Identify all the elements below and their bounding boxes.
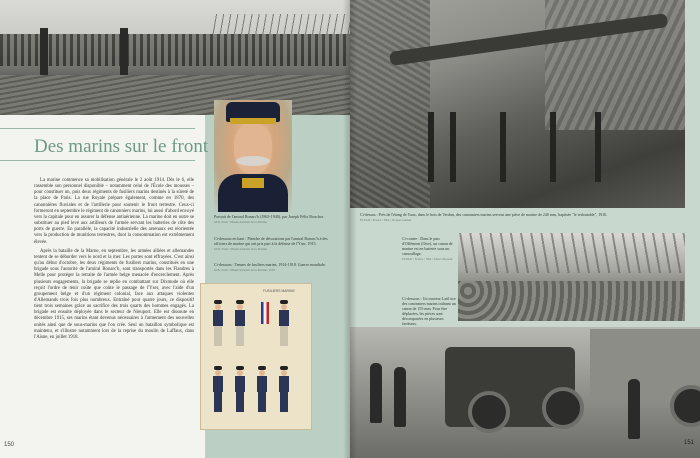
gunner-figure [450, 112, 456, 182]
article-paragraph: La marine commence sa mobilisation générale le 2 août 1914. Dès le 6, elle rassemble son personnel disponible – notamment celui de l'École des mousses – pour constituer un, puis deux régiments de fusiliers marins destinés à la sûreté de la place de Paris. La rue Royale prépare également, comme en 1870, des canonnières fluviales et de l'artillerie pour soutenir le front terrestre. Ceux-ci formeront en septembre le régiment de canonniers marins, lui aussi d'abord envoyé vers la capitale pour en assurer la défense antiaérienne. La marine doit en outre se substituer au pied levé aux artilleurs de l'armée servant les batteries de côte des ports de guerre. En parallèle, la capacité industrielle des arsenaux est réorientée vers la production de munitions terrestres, dont la consommation est extrêmement élevée. [34, 178, 194, 245]
article-paragraph: Après la bataille de la Marne, en septembre, les armées alliées et allemandes tentent de se déborder vers le nord et la mer. Les portes sont effrayées. C'est ainsi qu'au début d'octobre, les deux régiments de fusiliers marins, constitués en une brigade sous l'autorité de l'amiral Ronarc'h, sont transportés dans les Flandres à Melle pour protéger la retraite de l'armée belge menacée d'encerclement. Après plusieurs engagements, la brigade se replie en combattant sur Dixmude où elle reçoit l'ordre de tenir coûte que coûte le passage de l'Yser, avec l'aide d'un groupement belge et d'un régiment colonial, face aux attaques violentes d'Allemands trois fois plus nombreux. Entraîné pour quatre jours, ce dispositif tient trois semaines grâce au sacrifice des trois quarts des hommes engagés. La brigade est ensuite déployée dans le secteur de Nieuport. Elle est dissoute en décembre 1915, ses marins étant devenus nécessaires à l'armement des nouvelles unités ainsi que de sous-marins que l'on crée. Seul un bataillon symbolique est maintenu, et s'illustre notamment lors de la reprise du moulin de Laffaux, dans l'Aisne, en juillet 1918. [34, 248, 194, 340]
marching-soldiers-photo [0, 0, 350, 115]
right-page [350, 0, 700, 458]
naval-gun-battery-photo [350, 0, 685, 208]
tractor-wheel [542, 387, 584, 429]
portrait-face [234, 124, 272, 174]
uniforms-caption-text: Ci-dessous : Tenues de fusiliers marins, 1914-1918. Guerre mondiale. [214, 262, 326, 267]
truck-wheel [670, 385, 700, 427]
marine-figure [394, 367, 406, 427]
plate-credit: M.N. Paris / Musée national de la Marine [214, 247, 267, 252]
officer-figure [40, 28, 48, 76]
top-photo-caption [360, 212, 680, 223]
sailor-figure [235, 300, 245, 348]
top-caption-text: Ci-dessus : Près de l'étang de Vaux, dans le bois de Verdun, des canonniers marins servent une pièce de marine de 240 mm, baptisée "le redoutable", 1916. [360, 212, 608, 217]
mid-caption-text: Ci-contre : Dans le parc d'Offémont (Oise), un canon de marine est en batterie sous un camouflage. [402, 236, 453, 257]
officer-figure [120, 28, 128, 76]
plate-caption [214, 236, 334, 252]
marine-figure [628, 379, 640, 439]
tractor-wheel [468, 391, 510, 433]
gunner-figure [428, 112, 434, 182]
sailor-figure [213, 366, 223, 414]
page-number-right: 151 [683, 440, 694, 446]
mid-photo-caption [402, 236, 456, 262]
gunner-figure [500, 112, 506, 182]
sailor-figure [213, 300, 223, 348]
mid-caption-credit: ECPAD / France / SPA / Albert Moreau [402, 257, 453, 262]
spine-gutter [343, 0, 357, 458]
uniforms-caption [214, 262, 334, 273]
sailor-figure [279, 366, 289, 414]
sailor-figure [235, 366, 245, 414]
sailor-figure [279, 300, 289, 348]
gunner-figure [595, 112, 601, 182]
uniforms-credit: M.N. Paris / Musée national de la Marine, 1918 [214, 268, 275, 273]
portrait-caption [214, 214, 334, 225]
admiral-portrait [214, 100, 292, 212]
page-title: Des marins sur le front [34, 136, 209, 157]
portrait-credit: M.N. Paris / Musée national de la Marine [214, 220, 267, 225]
uniforms-illustration [200, 283, 312, 430]
title-rule-bottom [0, 160, 195, 161]
camouflage-foliage [350, 0, 430, 208]
portrait-moustache [236, 156, 270, 166]
field-ground [0, 75, 350, 115]
portrait-caption-text: Portrait de l'amiral Ronarc'h (1865-1940), par Joseph Félix Bouchor. [214, 214, 324, 219]
top-caption-credit: ECPAD / France / SPA / Jacques Gumal [360, 218, 412, 223]
marine-figure [370, 363, 382, 423]
page-number-left: 150 [4, 442, 15, 448]
artillery-tractor-photo [350, 327, 700, 458]
sandbag-emplacement [458, 281, 685, 321]
title-rule-top [0, 128, 195, 129]
collar-insignia [242, 178, 264, 188]
soldier-ranks [0, 34, 350, 66]
article-body [34, 178, 194, 344]
sailor-figure [257, 366, 267, 414]
gunner-figure [550, 112, 556, 182]
rifles-detail [210, 14, 350, 34]
bottom-caption-text: Ci-dessous : Un tracteur Latil tire des canonniers marins traînant un canon de 155 mm. Pour être déplacées, les pièces sont décomposées en plusieurs fardeaux. [402, 296, 456, 327]
forest-canopy [458, 233, 685, 273]
camouflaged-gun-photo [458, 233, 685, 321]
flag-icon [261, 302, 269, 324]
plate-caption-text: Ci-dessous en haut : Planche de décorations par l'amiral Ronarc'h à des officiers de marine qui ont pris part à la défense de l'Yser, 1915. [214, 236, 328, 247]
plate-title: FUSILIERS MARINS [263, 289, 295, 293]
